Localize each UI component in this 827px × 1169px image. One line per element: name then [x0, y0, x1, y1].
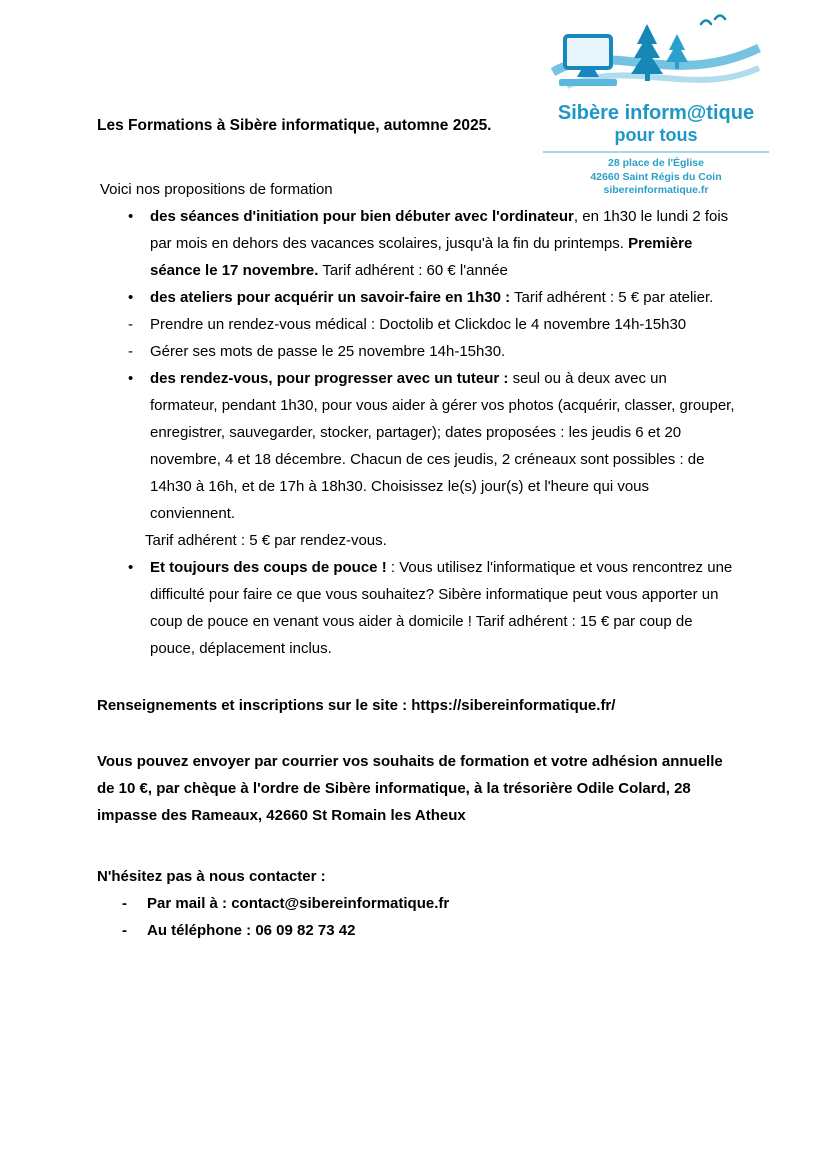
contact-heading: N'hésitez pas à nous contacter : — [97, 868, 326, 885]
text-segment: Gérer ses mots de passe le 25 novembre 14h-15h30. — [150, 343, 506, 360]
pine-tree-icon — [631, 24, 663, 81]
dash-marker: - — [122, 922, 127, 939]
list-item-coups-de-pouce — [97, 554, 737, 662]
text-segment: Première séance le 17 novembre. — [150, 235, 693, 279]
contact-item-email — [97, 890, 737, 917]
logo-brand-tagline: pour tous — [614, 125, 698, 145]
dash-marker: - — [122, 895, 127, 912]
logo-address-line2: 42660 Saint Régis du Coin — [590, 170, 722, 183]
list-item-mots-de-passe — [97, 338, 737, 365]
text-segment: Tarif adhérent : 5 € par rendez-vous. — [145, 532, 387, 549]
text-segment: Tarif adhérent : 60 € l'année — [318, 262, 508, 279]
text-segment: : Vous utilisez l'informatique et vous rencontrez une difficulté pour faire ce que vous souhaitez? Sibère informatique peut vous apporter un coup de pouce en venant vous aider à domicile ! Tarif adhérent : 15 € par coup de pouce, déplacement inclus. — [150, 559, 733, 657]
text-segment: Et toujours des coups de pouce ! — [150, 559, 387, 576]
logo-illustration — [551, 10, 761, 102]
mail-in-paragraph: Vous pouvez envoyer par courrier vos souhaits de formation et votre adhésion annuelle de 10 €, par chèque à l'ordre de Sibère informatique, à la trésorière Odile Colard, 28 impasse des Rameaux, 42660 St Romain les Atheux — [97, 753, 723, 824]
bullet-marker: • — [128, 370, 134, 387]
site-info-paragraph: Renseignements et inscriptions sur le site : https://sibereinformatique.fr/ — [97, 697, 616, 714]
birds-icon — [701, 16, 725, 25]
text-segment: Tarif adhérent : 5 € par atelier. — [510, 289, 714, 306]
bullet-marker: • — [128, 289, 134, 306]
dash-marker: - — [128, 343, 133, 360]
list-item-rdv-medical — [97, 311, 737, 338]
list-item-ateliers — [97, 284, 737, 311]
logo-brand-name: Sibère inform@tique — [557, 102, 755, 124]
text-segment: seul ou à deux avec un formateur, pendant 1h30, pour vous aider à gérer vos photos (acquérir, classer, grouper, enregistrer, sauvegarder, stocker, partager); dates proposées : les jeudis 6 et 20 novembre, 4 et 18 décembre. Chacun de ces jeudis, 2 créneaux sont possibles : de 14h30 à 16h, et de 17h à 18h30. Choisissez le(s) jour(s) et l'heure qui vous conviennent. — [150, 370, 735, 522]
dash-marker: - — [128, 316, 133, 333]
document-title: Les Formations à Sibère informatique, automne 2025. — [97, 117, 492, 134]
logo-address-line1: 28 place de l'Église — [608, 157, 704, 169]
bullet-marker: • — [128, 559, 134, 576]
logo-website: sibereinformatique.fr — [603, 184, 709, 196]
document-body — [97, 112, 737, 944]
contact-item-phone — [97, 917, 737, 944]
text-segment: , en 1h30 le lundi 2 fois par mois en dehors des vacances scolaires, jusqu'à la fin du printemps. — [150, 208, 729, 252]
text-segment: des séances d'initiation pour bien débuter avec l'ordinateur — [150, 208, 574, 225]
text-segment: des ateliers pour acquérir un savoir-faire en 1h30 : — [150, 289, 511, 306]
text-segment: des rendez-vous, pour progresser avec un tuteur : — [150, 370, 509, 387]
contact-phone-text: Au téléphone : 06 09 82 73 42 — [147, 922, 356, 939]
contact-list — [97, 890, 737, 944]
list-item-initiation — [97, 203, 737, 284]
formation-list — [97, 203, 737, 662]
list-item-tuteur — [97, 365, 737, 554]
text-segment: Prendre un rendez-vous médical : Doctolib et Clickdoc le 4 novembre 14h-15h30 — [150, 316, 687, 333]
contact-email-text: Par mail à : contact@sibereinformatique.fr — [147, 895, 450, 912]
bullet-marker: • — [128, 208, 134, 225]
intro-paragraph: Voici nos propositions de formation — [100, 181, 333, 198]
